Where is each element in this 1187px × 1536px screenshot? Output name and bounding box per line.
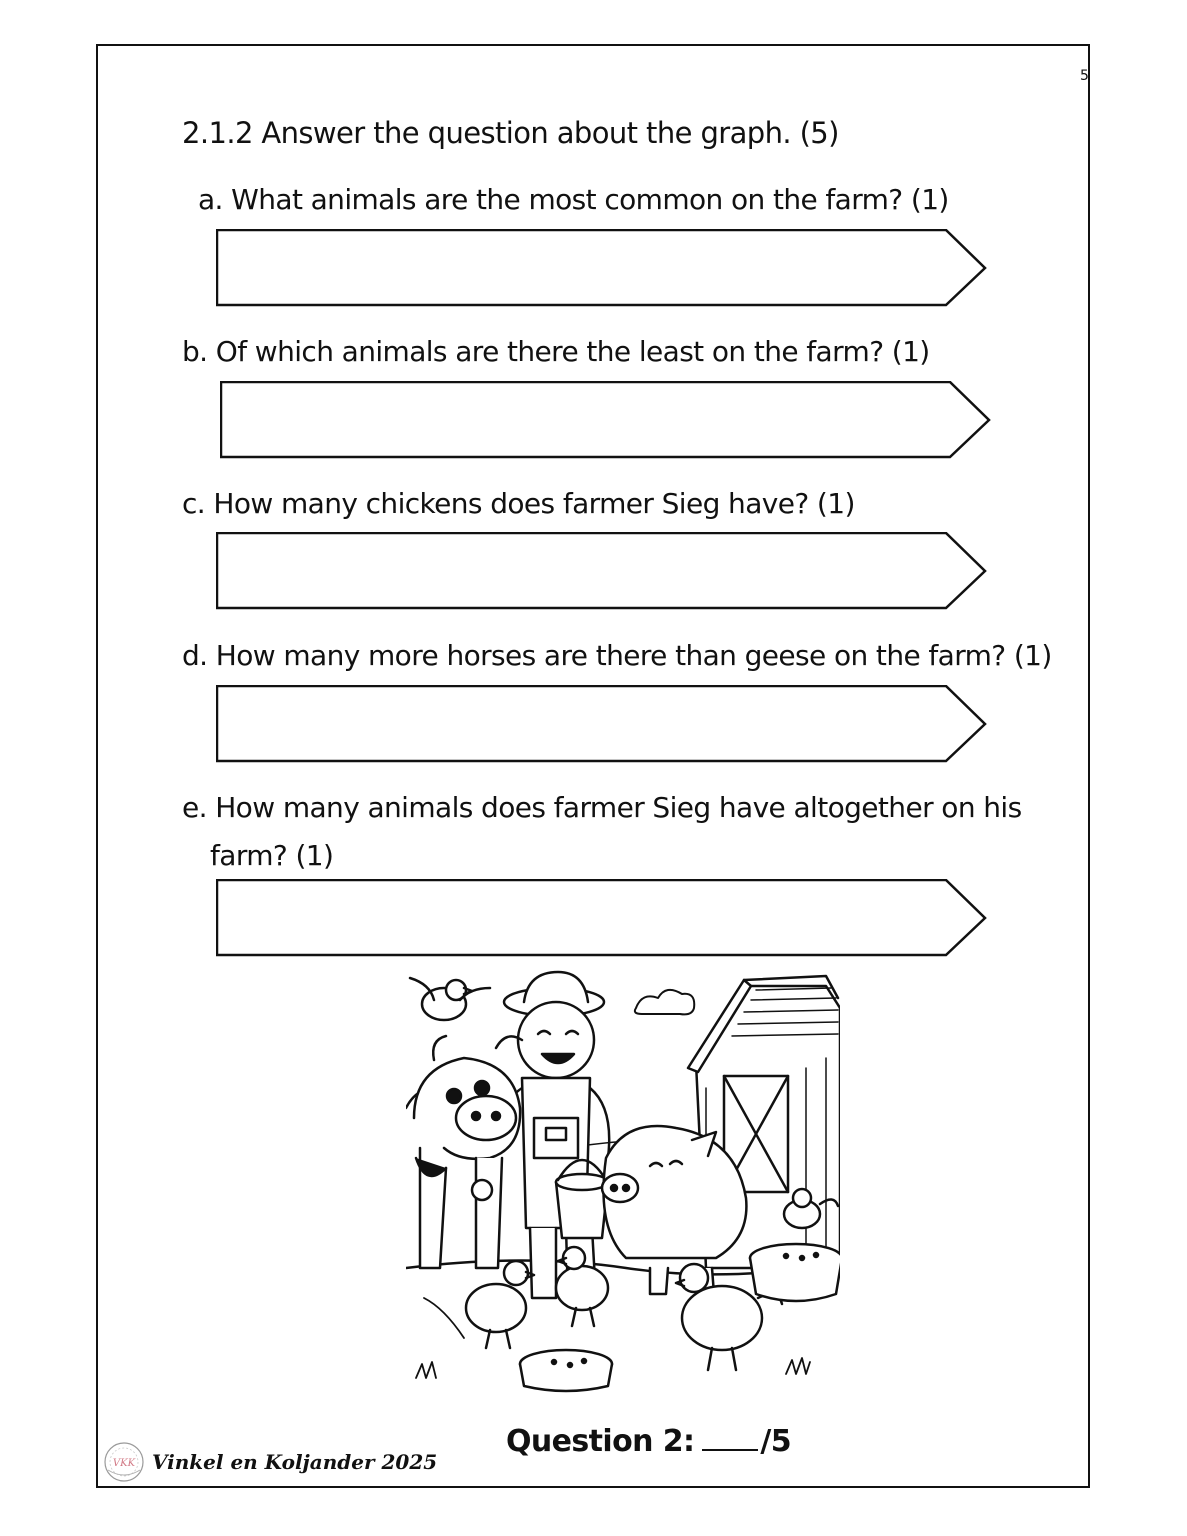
question-a: a. What animals are the most common on the farm? (1) — [198, 183, 949, 216]
footer — [102, 1442, 437, 1482]
cow — [406, 1036, 522, 1268]
farm-illustration — [406, 968, 840, 1394]
question-e — [182, 784, 1062, 880]
answer-box-d[interactable] — [216, 685, 988, 763]
section-heading: 2.1.2 Answer the question about the graph. (5) — [182, 116, 839, 150]
question-d: d. How many more horses are there than geese on the farm? (1) — [182, 639, 1052, 672]
feed-bowl-front — [520, 1350, 612, 1391]
score-blank[interactable] — [702, 1449, 758, 1451]
answer-box-a[interactable] — [216, 229, 988, 307]
score-line — [506, 1424, 791, 1459]
answer-box-e[interactable] — [216, 879, 988, 957]
question-e-line1: e. How many animals does farmer Sieg have altogether on his — [182, 791, 1022, 824]
page-number: 5 — [1080, 68, 1089, 84]
answer-box-c[interactable] — [216, 532, 988, 610]
brand-logo-icon — [102, 1440, 146, 1484]
chicken-left — [466, 1261, 534, 1348]
question-c: c. How many chickens does farmer Sieg have? (1) — [182, 487, 855, 520]
footer-credit: Vinkel en Koljander 2025 — [152, 1450, 438, 1474]
answer-box-b[interactable] — [220, 381, 992, 459]
question-e-line2: farm? (1) — [210, 839, 334, 872]
feed-bowl-right — [750, 1244, 840, 1301]
chicken-flying — [410, 978, 490, 1020]
question-b: b. Of which animals are there the least on the farm? (1) — [182, 335, 930, 368]
chicken-middle — [556, 1247, 608, 1326]
score-total: /5 — [760, 1424, 792, 1459]
logo-text: VKK — [112, 1458, 136, 1469]
score-label: Question 2: — [506, 1424, 695, 1459]
farmer — [502, 972, 609, 1298]
